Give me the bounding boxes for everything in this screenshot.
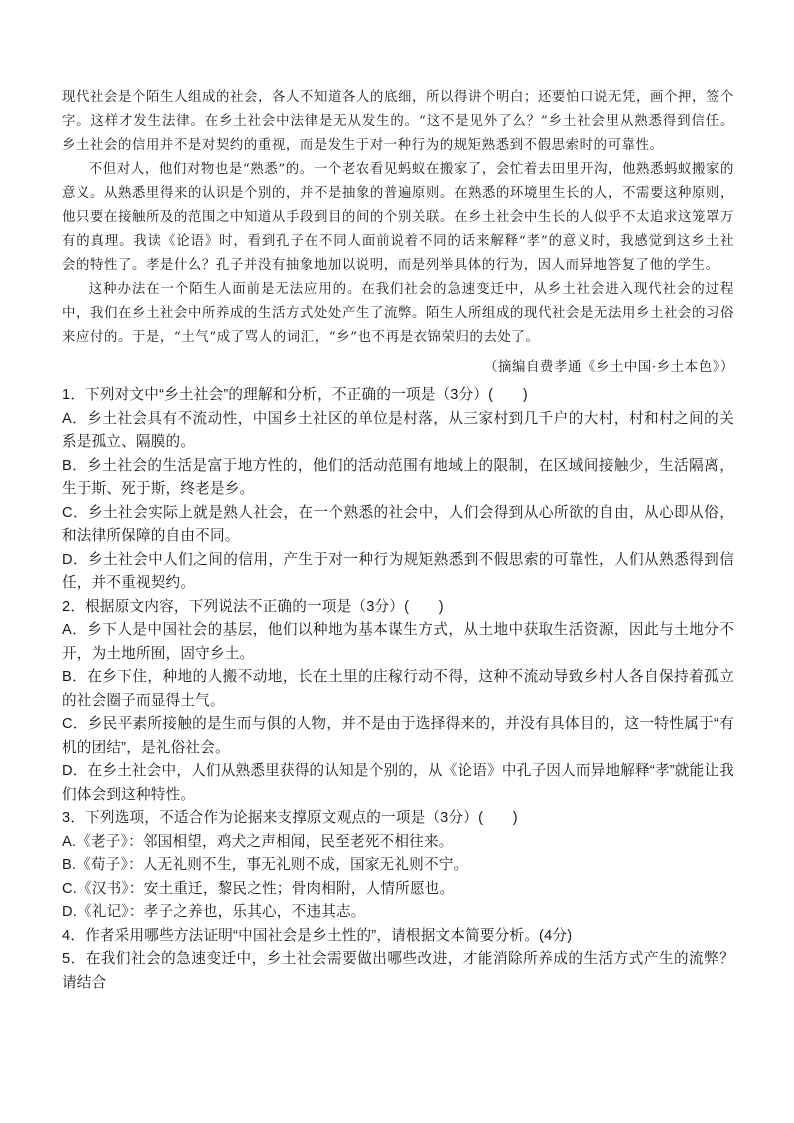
- passage-paragraph: 这种办法在一个陌生人面前是无法应用的。在我们社会的急速变迁中，从乡土社会进入现代社会的过程中，我们在乡土社会中所养成的生活方式处处产生了流弊。陌生人所组成的现代社会是无法用乡土社会的习俗来应付的。于是，“土气”成了骂人的词汇，“乡”也不再是衣锦荣归的去处了。: [62, 282, 734, 345]
- passage-source: （摘编自费孝通《乡土中国·乡土本色》）: [484, 360, 734, 375]
- question-4-stem: 4．作者采用哪些方法证明“中国社会是乡土性的”，请根据文本简要分析。(4分): [62, 927, 573, 944]
- question-3-option-a: A.《老子》：邻国相望，鸡犬之声相闻，民至老死不相往来。: [62, 833, 454, 850]
- question-2-option-b: B．在乡下住，种地的人搬不动地，长在土里的庄稼行动不得，这种不流动导致乡村人各自保持着孤立的社会圈子而显得土气。: [62, 669, 734, 709]
- question-2-option-a: A．乡下人是中国社会的基层，他们以种地为基本谋生方式，从土地中获取生活资源，因此与土地分不开，为土地所囿，固守乡土。: [62, 622, 734, 662]
- question-1-stem: 1．下列对文中“乡土社会”的理解和分析，不正确的一项是（3分）( ): [62, 387, 528, 403]
- question-1-option-b: B．乡土社会的生活是富于地方性的，他们的活动范围有地域上的限制，在区域间接触少，生活隔离，生于斯、死于斯，终老是乡。: [62, 457, 734, 497]
- question-3-option-c: C.《汉书》：安土重迁，黎民之性；骨肉相附，人情所愿也。: [62, 880, 455, 897]
- question-1-option-c: C．乡土社会实际上就是熟人社会，在一个熟悉的社会中，人们会得到从心所欲的自由，从心即从俗，和法律所保障的自由不同。: [62, 504, 734, 544]
- question-5-stem: 5．在我们社会的急速变迁中，乡土社会需要做出哪些改进，才能消除所养成的生活方式产生的流弊？请结合: [62, 951, 734, 991]
- passage-paragraph: 不但对人，他们对物也是“熟悉”的。一个老农看见蚂蚁在搬家了，会忙着去田里开沟，他熟悉蚂蚁搬家的意义。从熟悉里得来的认识是个别的，并不是抽象的普遍原则。在熟悉的环境里生长的人，不需要这种原则，他只要在接触所及的范围之中知道从手段到目的间的个别关联。在乡土社会中生长的人似乎不太追求这笼罩万有的真理。我读《论语》时，看到孔子在不同人面前说着不同的话来解释“孝”的意义时，我感觉到这乡土社会的特性了。孝是什么？孔子并没有抽象地加以说明，而是列举具体的行为，因人而异地答复了他的学生。: [62, 162, 734, 273]
- question-2-option-c: C．乡民平素所接触的是生而与俱的人物，并不是由于选择得来的，并没有具体目的，这一特性属于“有机的团结”，是礼俗社会。: [62, 716, 734, 756]
- question-2-option-d: D．在乡土社会中，人们从熟悉里获得的认知是个别的，从《论语》中孔子因人而异地解释“孝”就能让我们体会到这种特性。: [62, 763, 734, 803]
- passage-paragraph: 现代社会是个陌生人组成的社会，各人不知道各人的底细，所以得讲个明白；还要怕口说无凭，画个押，签个字。这样才发生法律。在乡土社会中法律是无从发生的。“这不是见外了么？”乡土社会里从熟悉得到信任。乡土社会的信用并不是对契约的重视，而是发生于对一种行为的规矩熟悉到不假思索时的可靠性。: [62, 90, 734, 153]
- question-1-option-a: A．乡土社会具有不流动性，中国乡土社区的单位是村落，从三家村到几千户的大村，村和村之间的关系是孤立、隔膜的。: [62, 410, 734, 450]
- question-2-stem: 2．根据原文内容，下列说法不正确的一项是（3分）( ): [62, 598, 444, 615]
- exam-page: [62, 86, 734, 995]
- question-list: [62, 384, 734, 995]
- question-3-option-d: D.《礼记》：孝子之养也，乐其心，不违其志。: [62, 904, 366, 920]
- question-1-option-d: D．乡土社会中人们之间的信用，产生于对一种行为规矩熟悉到不假思索的可靠性，人们从熟悉得到信任，并不重视契约。: [62, 551, 734, 591]
- question-3-stem: 3．下列选项，不适合作为论据来支撑原文观点的一项是（3分）( ): [62, 810, 518, 826]
- reading-passage: [62, 86, 734, 380]
- question-3-option-b: B.《荀子》：人无礼则不生，事无礼则不成，国家无礼则不宁。: [62, 857, 469, 873]
